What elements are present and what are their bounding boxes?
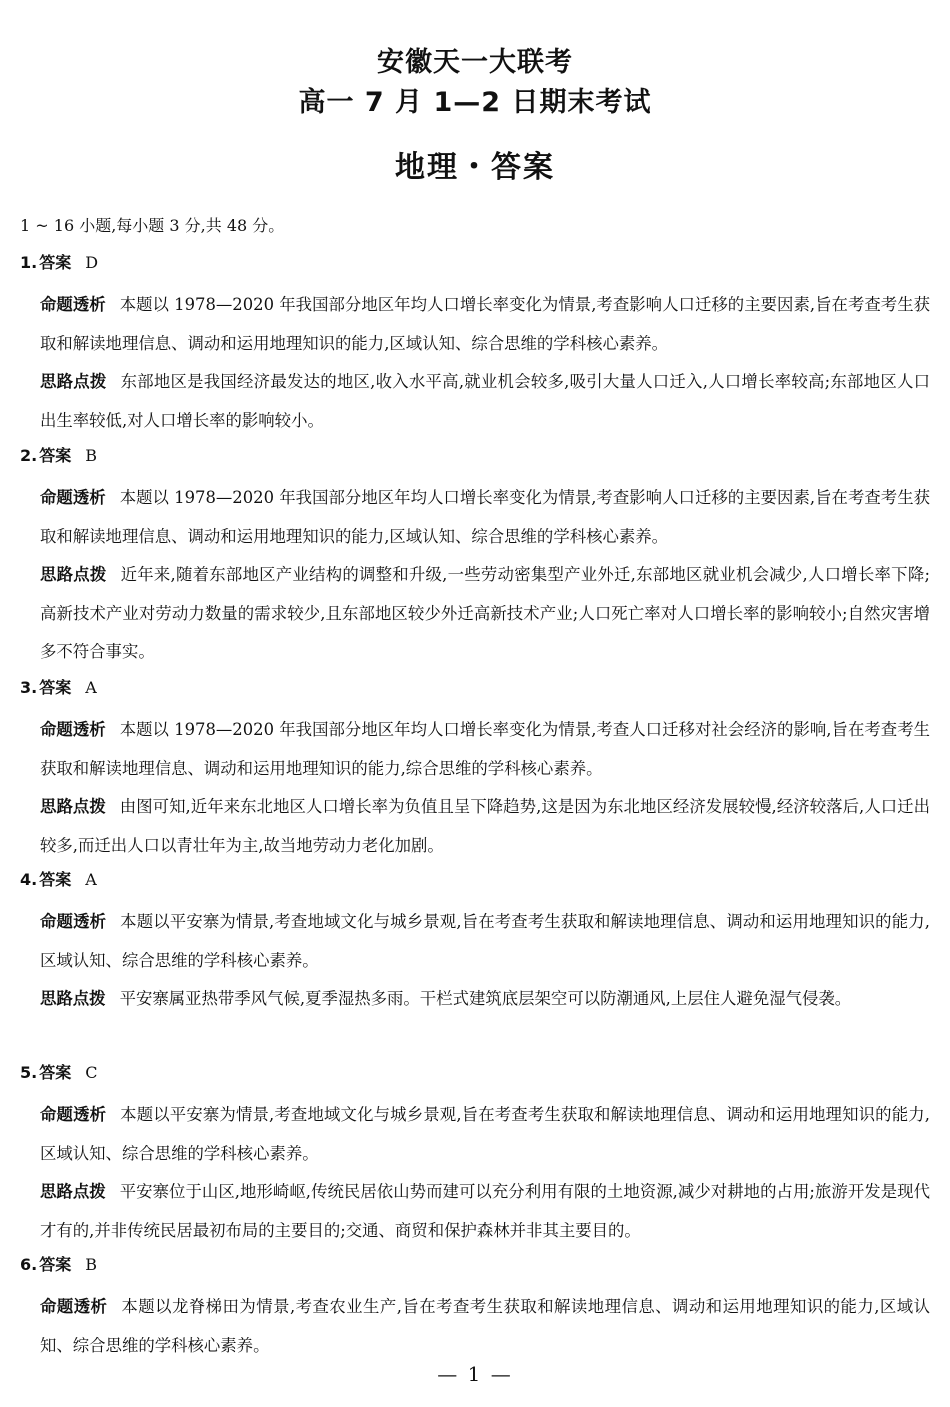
question-block — [20, 1253, 930, 1365]
answer-value: A — [85, 678, 97, 697]
question-block — [20, 868, 930, 1019]
intent-label: 命题透析 — [40, 1105, 107, 1124]
analysis-label: 思路点拨 — [40, 797, 106, 816]
question-block — [20, 676, 930, 865]
intent-label: 命题透析 — [40, 1297, 108, 1316]
answer-label: 答案 — [39, 1255, 72, 1274]
answer-line — [20, 676, 930, 700]
intent-paragraph — [40, 711, 930, 788]
analysis-label: 思路点拨 — [40, 565, 107, 584]
question-block — [20, 1061, 930, 1250]
intent-label: 命题透析 — [40, 488, 106, 507]
answer-line — [20, 1253, 930, 1277]
intent-paragraph — [40, 286, 930, 363]
answer-line — [20, 868, 930, 892]
page-title: 地理・答案 — [395, 150, 555, 185]
answer-label: 答案 — [39, 446, 72, 465]
page-number: — 1 — — [437, 1362, 513, 1386]
intent-text: 本题以 1978—2020 年我国部分地区年均人口增长率变化为情景,考查影响人口迁移的主要因素,旨在考查考生获取和解读地理信息、调动和运用地理知识的能力,区域认知、综合思维的学科核心素养。 — [40, 488, 931, 546]
question-number: 4. — [20, 870, 38, 889]
answer-value: D — [85, 253, 99, 272]
answer-value: A — [85, 870, 97, 889]
answer-value: C — [85, 1063, 98, 1082]
intent-text: 本题以平安寨为情景,考查地域文化与城乡景观,旨在考查考生获取和解读地理信息、调动和运用地理知识的能力,区域认知、综合思维的学科核心素养。 — [40, 1105, 931, 1163]
intent-text: 本题以 1978—2020 年我国部分地区年均人口增长率变化为情景,考查人口迁移对社会经济的影响,旨在考查考生获取和解读地理信息、调动和运用地理知识的能力,综合思维的学科核心素养。 — [40, 720, 931, 778]
exam-header-line2: 高一 7 月 1—2 日期末考试 — [298, 87, 652, 118]
answer-line — [20, 444, 930, 468]
intent-text: 本题以 1978—2020 年我国部分地区年均人口增长率变化为情景,考查影响人口迁移的主要因素,旨在考查考生获取和解读地理信息、调动和运用地理知识的能力,区域认知、综合思维的学科核心素养。 — [40, 295, 931, 353]
question-number: 1. — [20, 253, 38, 272]
intent-paragraph — [40, 479, 930, 556]
question-number: 5. — [20, 1063, 38, 1082]
analysis-label: 思路点拨 — [40, 1182, 106, 1201]
analysis-text: 近年来,随着东部地区产业结构的调整和升级,一些劳动密集型产业外迁,东部地区就业机会减少,人口增长率下降;高新技术产业对劳动力数量的需求较少,且东部地区较少外迁高新技术产业;人口死亡率对人口增长率的影响较小;自然灾害增多不符合事实。 — [40, 565, 930, 661]
intent-paragraph — [40, 903, 930, 980]
analysis-text: 由图可知,近年来东北地区人口增长率为负值且呈下降趋势,这是因为东北地区经济发展较慢,经济较落后,人口迁出较多,而迁出人口以青壮年为主,故当地劳动力老化加剧。 — [40, 797, 931, 855]
intent-paragraph — [40, 1288, 930, 1365]
answer-value: B — [85, 1255, 97, 1274]
analysis-paragraph — [40, 556, 930, 672]
intent-text: 本题以龙脊梯田为情景,考查农业生产,旨在考查考生获取和解读地理信息、调动和运用地理知识的能力,区域认知、综合思维的学科核心素养。 — [40, 1297, 931, 1355]
analysis-paragraph — [40, 1173, 930, 1250]
analysis-text: 平安寨位于山区,地形崎岖,传统民居依山势而建可以充分利用有限的土地资源,减少对耕地的占用;旅游开发是现代才有的,并非传统民居最初布局的主要目的;交通、商贸和保护森林并非其主要目的。 — [40, 1182, 930, 1240]
intent-label: 命题透析 — [40, 912, 107, 931]
analysis-text: 平安寨属亚热带季风气候,夏季湿热多雨。干栏式建筑底层架空可以防潮通风,上层住人避免湿气侵袭。 — [119, 989, 852, 1008]
scoring-intro: 1 ~ 16 小题,每小题 3 分,共 48 分。 — [20, 216, 285, 235]
answer-label: 答案 — [39, 870, 72, 889]
answer-label: 答案 — [39, 253, 72, 272]
intent-label: 命题透析 — [40, 720, 106, 739]
question-number: 3. — [20, 678, 38, 697]
answer-line — [20, 1061, 930, 1085]
analysis-paragraph — [40, 980, 930, 1019]
answer-label: 答案 — [39, 1063, 72, 1082]
answer-line — [20, 251, 930, 275]
analysis-label: 思路点拨 — [40, 372, 107, 391]
answer-value: B — [85, 446, 97, 465]
intent-label: 命题透析 — [40, 295, 106, 314]
intent-text: 本题以平安寨为情景,考查地域文化与城乡景观,旨在考查考生获取和解读地理信息、调动和运用地理知识的能力,区域认知、综合思维的学科核心素养。 — [40, 912, 931, 970]
question-number: 2. — [20, 446, 38, 465]
answer-label: 答案 — [39, 678, 72, 697]
analysis-label: 思路点拨 — [40, 989, 106, 1008]
question-number: 6. — [20, 1255, 38, 1274]
question-block — [20, 251, 930, 440]
analysis-paragraph — [40, 788, 930, 865]
exam-header-line1: 安徽天一大联考 — [377, 47, 573, 78]
intent-paragraph — [40, 1096, 930, 1173]
question-block — [20, 444, 930, 672]
analysis-paragraph — [40, 363, 930, 440]
analysis-text: 东部地区是我国经济最发达的地区,收入水平高,就业机会较多,吸引大量人口迁入,人口增长率较高;东部地区人口出生率较低,对人口增长率的影响较小。 — [40, 372, 930, 430]
